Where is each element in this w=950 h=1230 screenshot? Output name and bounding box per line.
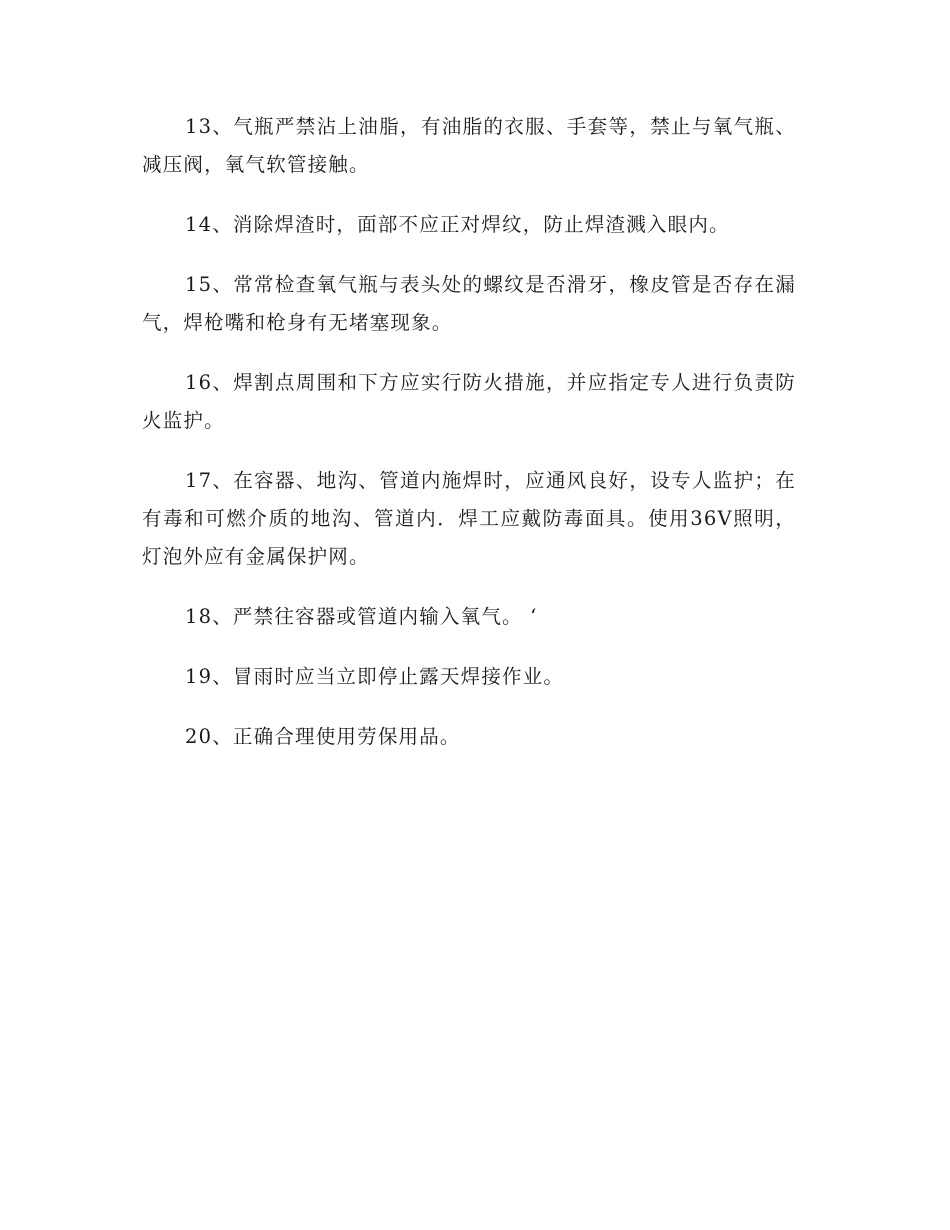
paragraph-15: 15、常常检查氧气瓶与表头处的螺纹是否滑牙，橡皮管是否存在漏气，焊枪嘴和枪身有无堵塞现象。 xyxy=(142,273,796,334)
paragraph-14: 14、消除焊渣时，面部不应正对焊纹，防止焊渣溅入眼内。 xyxy=(185,213,730,236)
paragraph-18: 18、严禁往容器或管道内输入氧气。 ‘ xyxy=(185,605,538,628)
paragraph-16: 16、焊割点周围和下方应实行防火措施，并应指定专人进行负责防火监护。 xyxy=(142,371,796,432)
paragraph-13: 13、气瓶严禁沾上油脂，有油脂的衣服、手套等，禁止与氧气瓶、减压阀，氧气软管接触。 xyxy=(142,115,796,176)
document-page xyxy=(142,108,796,778)
paragraph-17: 17、在容器、地沟、管道内施焊时，应通风良好，设专人监护；在有毒和可燃介质的地沟、管道内．焊工应戴防毒面具。使用36V照明，灯泡外应有金属保护网。 xyxy=(142,469,796,568)
paragraph-19: 19、冒雨时应当立即停止露天焊接作业。 xyxy=(185,665,565,688)
paragraph-20: 20、正确合理使用劳保用品。 xyxy=(185,725,461,748)
